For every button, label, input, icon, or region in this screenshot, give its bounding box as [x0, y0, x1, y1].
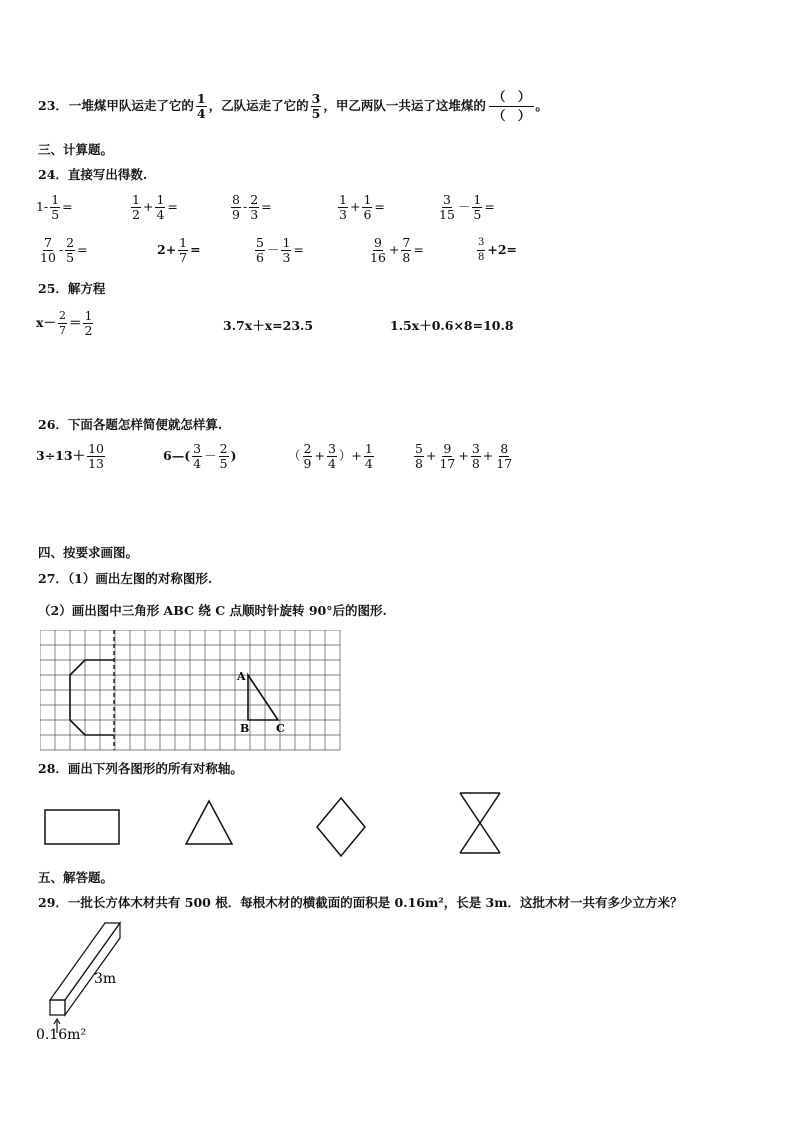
q24-expr-1: 1- $\frac{1}{5}$ =: [36, 192, 73, 222]
q24-expr-6: $\frac{7}{10}$ - $\frac{2}{5}$ =: [40, 235, 88, 265]
q26-calc-3: （ $\frac{2}{9}$ + $\frac{3}{4}$ ）+ $\frac{1}{4}$: [288, 441, 373, 471]
q23-text-c: ，甲乙两队一共运了这堆煤的: [323, 98, 486, 114]
q23-end: 。: [535, 98, 548, 114]
q24-expr-10: $\frac{3}{8}$ +2=: [478, 237, 518, 263]
area-label: 0.16m²: [36, 1027, 87, 1043]
q28-title: 28．画出下列各图形的所有对称轴。: [38, 761, 243, 776]
rhombus-shape: [317, 798, 365, 856]
q28-shapes[interactable]: [40, 790, 560, 862]
grid-lines: [40, 630, 340, 750]
q23-number: 23．: [38, 98, 68, 114]
q27-grid-figure[interactable]: [40, 630, 350, 752]
q23-text-b: ，乙队运走了它的: [208, 98, 309, 114]
lumber-front-face: [50, 1000, 65, 1015]
q29-text: 29．一批长方体木材共有 500 根．每根木材的横截面的面积是 0.16m²，长是 3m．这批木材一共有多少立方米？: [38, 895, 683, 910]
section-5-heading: 五、解答题。: [38, 870, 114, 885]
q25-equation-1: x－ $\frac{2}{7}$ ＝ $\frac{1}{2}$: [36, 308, 93, 338]
label-c: C: [276, 722, 285, 735]
label-b: B: [240, 722, 250, 735]
q26-calc-4: $\frac{5}{8}$ + $\frac{9}{17}$ + $\frac{3}{8}$ + $\frac{8}{17}$: [415, 441, 513, 471]
q26-calc-2: 6—( $\frac{3}{4}$ － $\frac{2}{5}$ ): [163, 441, 237, 471]
lumber-top-face: [50, 923, 120, 1000]
q23-answer-blank[interactable]: （ ） （ ）: [489, 88, 535, 125]
label-a: A: [237, 670, 246, 683]
q26-title: 26．下面各题怎样简便就怎样算.: [38, 417, 223, 432]
triangle-abc: [248, 675, 278, 720]
q23-text-a: 一堆煤甲队运走了它的: [68, 98, 194, 114]
q24-expr-9: $\frac{9}{16}$ + $\frac{7}{8}$ =: [370, 235, 424, 265]
left-half-shape: [70, 660, 114, 735]
q24-expr-8: $\frac{5}{6}$ － $\frac{1}{3}$ =: [256, 235, 304, 265]
q24-expr-5: $\frac{3}{15}$ － $\frac{1}{5}$ =: [439, 192, 495, 222]
section-3-heading: 三、计算题。: [38, 142, 114, 157]
q25-title: 25．解方程: [38, 281, 106, 296]
q24-title: 24．直接写出得数.: [38, 167, 148, 182]
q24-expr-7: 2+ $\frac{1}{7}$ =: [157, 235, 201, 265]
q24-expr-3: $\frac{8}{9}$ - $\frac{2}{3}$ =: [232, 192, 272, 222]
q23-fraction-1: $\frac{1}{4}$: [196, 91, 206, 121]
q26-calc-1: 3÷13＋ $\frac{10}{13}$: [36, 441, 104, 471]
q23-fraction-2: $\frac{3}{5}$: [311, 91, 321, 121]
q25-equation-2: 3.7x＋x=23.5: [223, 318, 314, 333]
q29-lumber-figure: [30, 915, 150, 1045]
section-4-heading: 四、按要求画图。: [38, 545, 139, 560]
length-label: 3m: [94, 971, 117, 987]
q27-part-2: （2）画出图中三角形 ABC 绕 C 点顺时针旋转 90°后的图形.: [38, 603, 387, 618]
question-23: [38, 88, 548, 125]
q24-expr-2: $\frac{1}{2}$ + $\frac{1}{4}$ =: [132, 192, 178, 222]
q24-expr-4: $\frac{1}{3}$ + $\frac{1}{6}$ =: [339, 192, 385, 222]
q25-equation-3: 1.5x＋0.6×8=10.8: [390, 318, 514, 333]
q27-part-1: 27．（1）画出左图的对称图形.: [38, 571, 213, 586]
lumber-side-face: [65, 923, 120, 1015]
triangle-shape: [186, 801, 232, 844]
rectangle-shape: [45, 810, 119, 844]
